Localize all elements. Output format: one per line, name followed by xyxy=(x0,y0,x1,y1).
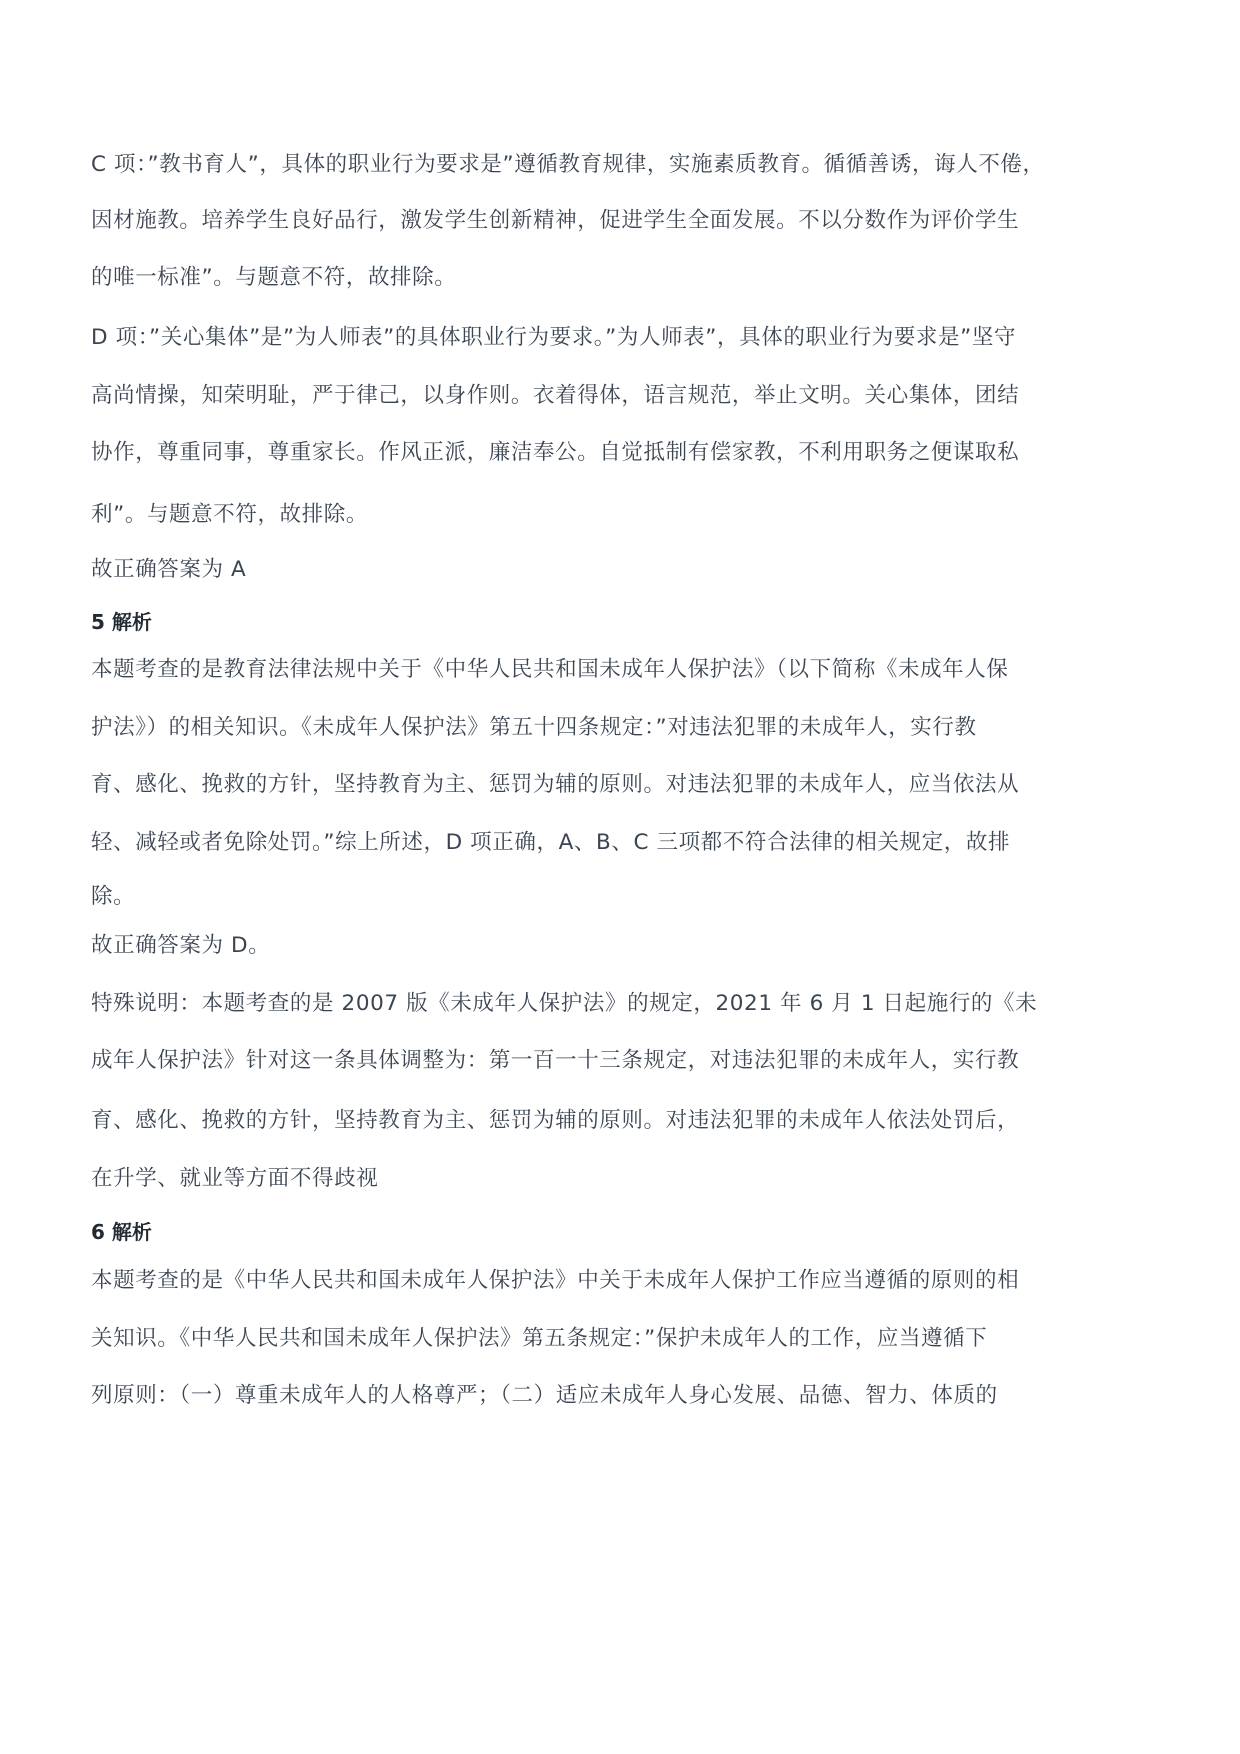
section-5-note-line-2: 成年人保护法》针对这一条具体调整为：第一百一十三条规定，对违法犯罪的未成年人，实行教 xyxy=(91,1048,1020,1073)
option-d-line-1: D 项：”关心集体”是”为人师表”的具体职业行为要求。”为人师表”，具体的职业行为要求是”坚守 xyxy=(91,325,1017,350)
section-5-para-line-4: 轻、减轻或者免除处罚。”综上所述，D 项正确，A、B、C 三项都不符合法律的相关规定，故排 xyxy=(91,830,1011,855)
section-6-heading: 6 解析 xyxy=(91,1220,152,1244)
section-6-para-line-3: 列原则：（一）尊重未成年人的人格尊严；（二）适应未成年人身心发展、品德、智力、体质的 xyxy=(91,1383,998,1408)
section-6-para-line-1: 本题考查的是《中华人民共和国未成年人保护法》中关于未成年人保护工作应当遵循的原则的相 xyxy=(91,1268,1020,1293)
option-c-line-1: C 项：”教书育人”，具体的职业行为要求是”遵循教育规律，实施素质教育。循循善诱，诲人不倦， xyxy=(91,152,1045,177)
option-d-line-3: 协作，尊重同事，尊重家长。作风正派，廉洁奉公。自觉抵制有偿家教，不利用职务之便谋取私 xyxy=(91,440,1020,465)
section-6-para-line-2: 关知识。《中华人民共和国未成年人保护法》第五条规定：”保护未成年人的工作，应当遵循下 xyxy=(91,1326,988,1351)
section-5-para-line-2: 护法》）的相关知识。《未成年人保护法》第五十四条规定：”对违法犯罪的未成年人，实行教 xyxy=(91,715,977,740)
answer-4: 故正确答案为 A xyxy=(91,557,247,582)
section-5-para-line-5: 除。 xyxy=(91,884,136,909)
section-5-para-line-3: 育、感化、挽救的方针，坚持教育为主、惩罚为辅的原则。对违法犯罪的未成年人，应当依法从 xyxy=(91,772,1020,797)
section-5-note-line-1: 特殊说明：本题考查的是 2007 版《未成年人保护法》的规定，2021 年 6 月 1 日起施行的《未 xyxy=(91,991,1038,1016)
section-5-note-line-3: 育、感化、挽救的方针，坚持教育为主、惩罚为辅的原则。对违法犯罪的未成年人依法处罚后， xyxy=(91,1108,1020,1133)
section-5-para-line-1: 本题考查的是教育法律法规中关于《中华人民共和国未成年人保护法》（以下简称《未成年人保 xyxy=(91,657,1009,682)
option-c-line-2: 因材施教。培养学生良好品行，激发学生创新精神，促进学生全面发展。不以分数作为评价学生 xyxy=(91,208,1020,233)
option-c-line-3: 的唯一标准”。与题意不符，故排除。 xyxy=(91,265,457,290)
section-5-note-line-4: 在升学、就业等方面不得歧视 xyxy=(91,1166,379,1191)
option-d-line-4: 利”。与题意不符，故排除。 xyxy=(91,502,368,527)
section-5-answer: 故正确答案为 D。 xyxy=(91,933,271,958)
section-5-heading: 5 解析 xyxy=(91,610,152,634)
option-d-line-2: 高尚情操，知荣明耻，严于律己，以身作则。衣着得体，语言规范，举止文明。关心集体，团结 xyxy=(91,383,1020,408)
